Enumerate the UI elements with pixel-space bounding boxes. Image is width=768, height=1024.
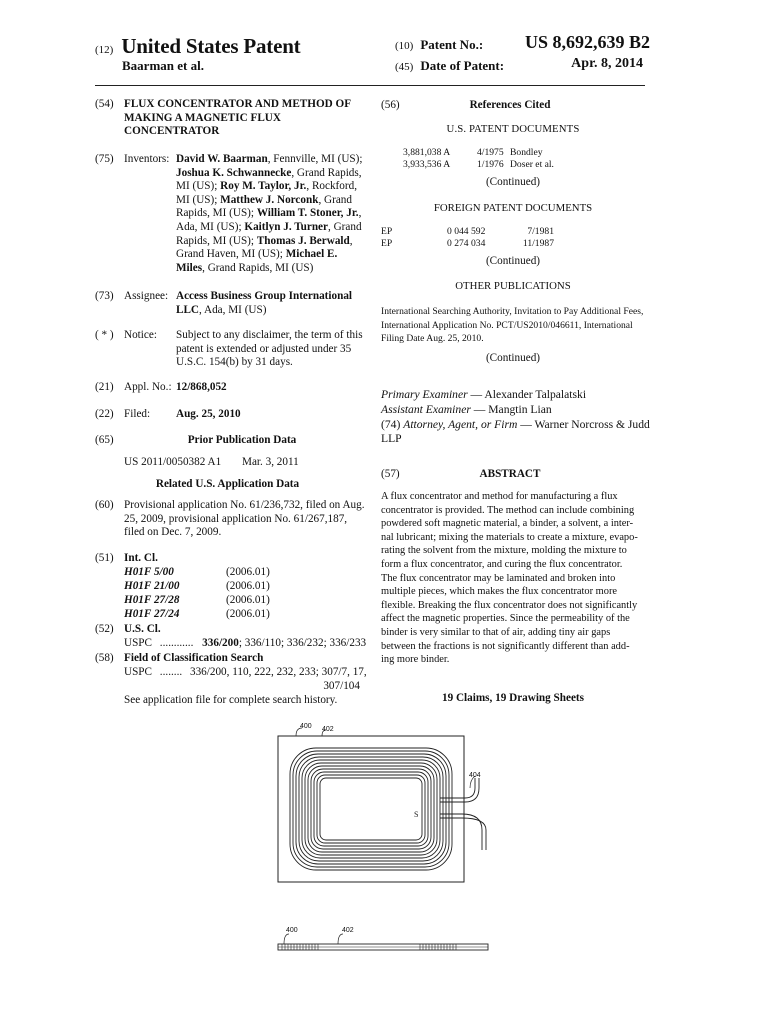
notice-text xyxy=(176,329,363,370)
title-line: MAKING A MAGNETIC FLUX xyxy=(124,111,281,124)
side-ref-label-400: 400 xyxy=(286,927,298,934)
abstract-code: (57) xyxy=(381,468,400,480)
us-cl-code: (52) xyxy=(95,623,114,635)
related-line: 25, 2009, provisional application No. 61/267,187, xyxy=(124,512,348,525)
foreign-refs-continued: (Continued) xyxy=(485,255,541,267)
assignee-location: , Ada, MI (US) xyxy=(199,303,267,316)
us-ref-date: 4/1975 xyxy=(477,147,504,158)
foreign-ref-country: EP xyxy=(381,238,393,249)
abstract-line: rating the solvent from the mixture, molding the mixture to xyxy=(381,545,627,557)
title-line: FLUX CONCENTRATOR AND METHOD OF xyxy=(124,98,352,110)
patent-no-label: Patent No.: xyxy=(420,37,484,52)
inventor-line: Grand Haven, MI (US); Michael E. xyxy=(176,248,338,261)
assignee-code: (73) xyxy=(95,290,114,302)
title-line: CONCENTRATOR xyxy=(124,125,220,138)
abstract-line: affect the magnetic properties. Since the permeability of the xyxy=(381,613,630,625)
primary-examiner xyxy=(381,388,586,402)
field-uspc-dots: ........ xyxy=(159,666,183,678)
int-cl-version: (2006.01) xyxy=(226,566,270,578)
int-cl-class: H01F 27/24 xyxy=(124,608,180,620)
flux-concentrator-drawing xyxy=(270,720,510,890)
foreign-ref-country: EP xyxy=(381,226,393,237)
field-search-code: (58) xyxy=(95,652,114,664)
inventors-label: Inventors: xyxy=(124,153,170,165)
field-search-line xyxy=(124,666,367,678)
notice-line: U.S.C. 154(b) by 31 days. xyxy=(176,356,293,369)
us-ref-name: Doser et al. xyxy=(510,159,554,170)
other-pub-line: International Application No. PCT/US2010/046611, International xyxy=(381,319,633,331)
code-45: (45) xyxy=(395,61,414,73)
abstract-line: The flux concentrator may be laminated and broken into xyxy=(381,572,616,584)
int-cl-class: H01F 21/00 xyxy=(124,580,180,592)
other-pub-line: International Searching Authority, Invitation to Pay Additional Fees, xyxy=(381,306,644,317)
patent-figure-side xyxy=(270,924,510,960)
coil-windings xyxy=(290,748,452,870)
notice-line: Subject to any disclaimer, the term of this xyxy=(176,329,363,341)
prior-pub-heading: Prior Publication Data xyxy=(187,434,297,446)
related-heading: Related U.S. Application Data xyxy=(155,478,300,490)
references-heading: References Cited xyxy=(469,99,551,111)
notice-label: Notice: xyxy=(124,329,157,341)
us-cl-heading: U.S. Cl. xyxy=(124,623,161,635)
uspc-dots: ............ xyxy=(159,637,194,649)
us-ref-name: Bondley xyxy=(510,147,543,158)
prior-pub-date: Mar. 3, 2011 xyxy=(242,456,299,468)
int-cl-heading: Int. Cl. xyxy=(124,552,158,564)
related-text xyxy=(124,499,365,540)
date-label: Date of Patent: xyxy=(420,58,505,73)
primary-examiner-label: Primary Examiner xyxy=(381,388,468,401)
document-type: United States Patent xyxy=(121,34,301,58)
patent-date: Apr. 8, 2014 xyxy=(571,56,643,71)
field-uspc-classes: 336/200, 110, 222, 232, 233; 307/7, 17, xyxy=(189,666,367,678)
related-line: filed on Dec. 7, 2009. xyxy=(124,526,222,539)
us-cl-line xyxy=(124,637,366,649)
abstract-line: multiple pieces, which makes the flux concentrator more xyxy=(381,586,618,598)
assistant-examiner-label: Assistant Examiner xyxy=(381,403,471,416)
uspc-label: USPC xyxy=(124,637,152,649)
assistant-examiner-name: — Mangtin Lian xyxy=(470,403,552,416)
attorney-firm: — Warner Norcross & Judd xyxy=(517,418,650,431)
attorney-label: Attorney, Agent, or Firm xyxy=(403,418,518,431)
title-code: (54) xyxy=(95,98,114,110)
foreign-patents-heading: FOREIGN PATENT DOCUMENTS xyxy=(433,202,593,214)
us-ref-number: 3,881,038 A xyxy=(403,147,451,158)
foreign-ref-date: 7/1981 xyxy=(527,226,554,237)
inventor-line: David W. Baarman, Fennville, MI (US); xyxy=(176,153,363,165)
attorney xyxy=(381,418,650,445)
assignee-llc: LLC xyxy=(176,303,200,316)
coil-leads xyxy=(440,778,486,850)
inventor-line: Rapids, MI (US); Thomas J. Berwald, xyxy=(176,234,353,247)
claims-count: 19 Claims, 19 Drawing Sheets xyxy=(441,692,585,704)
abstract-line: binder is very similar to that of air, adding tiny air gaps xyxy=(381,626,611,638)
inventor-line: Joshua K. Schwannecke, Grand Rapids, xyxy=(176,166,362,179)
code-12: (12) xyxy=(95,44,114,56)
abstract-line: flexible. Breaking the flux concentrator does not significantly xyxy=(381,599,638,611)
us-ref-number: 3,933,536 A xyxy=(403,159,451,170)
inventor-line: MI (US); Matthew J. Norconk, Grand xyxy=(176,193,352,206)
abstract-line: ing more binder. xyxy=(381,654,450,666)
side-ref-label-402: 402 xyxy=(342,927,354,934)
foreign-ref-number: 0 274 034 xyxy=(447,238,486,249)
abstract-line: powdered soft magnetic material, a binder, a solvent, a inter- xyxy=(381,518,634,530)
filed-label: Filed: xyxy=(124,408,151,420)
field-uspc-label: USPC xyxy=(124,666,152,678)
inventors-code: (75) xyxy=(95,153,114,165)
attorney-firm-suffix: LLP xyxy=(381,431,402,445)
us-refs-continued: (Continued) xyxy=(485,176,541,188)
inventor-short: Baarman et al. xyxy=(122,58,204,73)
filed-date: Aug. 25, 2010 xyxy=(176,408,241,420)
header-rule xyxy=(95,85,645,86)
foreign-ref-date: 11/1987 xyxy=(522,238,554,249)
side-view-drawing xyxy=(270,924,510,960)
related-code: (60) xyxy=(95,499,114,511)
inventor-line: Ada, MI (US); Kaitlyn J. Turner, Grand xyxy=(176,220,362,233)
patent-header xyxy=(0,0,768,90)
abstract-line: form a flux concentrator, and curing the flux concentrator. xyxy=(381,558,623,570)
notice-line: patent is extended or adjusted under 35 xyxy=(176,342,352,355)
appl-number: 12/868,052 xyxy=(176,381,227,393)
uspc-main: 336/200 xyxy=(202,637,239,649)
int-cl-code: (51) xyxy=(95,552,114,564)
code-10: (10) xyxy=(395,40,414,52)
patent-title xyxy=(124,98,351,139)
prior-pub-number: US 2011/0050382 A1 xyxy=(124,456,222,468)
abstract-line: concentrator is provided. The method can include combining xyxy=(381,504,635,516)
inventor-line: Miles, Grand Rapids, MI (US) xyxy=(176,261,314,274)
assistant-examiner xyxy=(381,403,552,417)
related-line: Provisional application No. 61/236,732, filed on Aug. xyxy=(124,499,365,511)
inventors-list xyxy=(176,153,362,275)
prior-pub-code: (65) xyxy=(95,434,114,446)
us-patents-heading: U.S. PATENT DOCUMENTS xyxy=(446,123,580,135)
int-cl-class: H01F 5/00 xyxy=(124,566,174,578)
assignee-label: Assignee: xyxy=(124,290,169,302)
abstract-heading: ABSTRACT xyxy=(479,468,541,480)
other-pubs-continued: (Continued) xyxy=(485,352,541,364)
inventor-line: MI (US); Roy M. Taylor, Jr., Rockford, xyxy=(176,180,357,193)
abstract-line: nal lubricant; mixing the materials to create a mixture, evapo- xyxy=(381,531,638,543)
attorney-code: (74) xyxy=(381,418,401,431)
field-search-line2: 307/104 xyxy=(323,680,360,692)
us-ref-date: 1/1976 xyxy=(477,159,504,170)
assignee-line: Access Business Group International xyxy=(176,290,353,302)
other-publications-text xyxy=(381,305,645,346)
assignee-value xyxy=(176,290,352,317)
uspc-rest: ; 336/110; 336/232; 336/233 xyxy=(238,637,367,649)
int-cl-version: (2006.01) xyxy=(226,580,270,592)
int-cl-class: H01F 27/28 xyxy=(124,594,180,606)
notice-code: ( * ) xyxy=(95,329,114,341)
svg-text:S: S xyxy=(414,810,419,819)
patent-number: US 8,692,639 B2 xyxy=(525,32,651,52)
ref-label-404: 404 xyxy=(469,772,481,779)
appl-label: Appl. No.: xyxy=(124,381,172,393)
ref-label-400: 400 xyxy=(300,723,312,730)
field-search-heading: Field of Classification Search xyxy=(124,652,264,664)
filed-code: (22) xyxy=(95,408,114,420)
ref-label-402: 402 xyxy=(322,726,334,733)
abstract-text xyxy=(381,490,645,667)
other-publications-heading: OTHER PUBLICATIONS xyxy=(455,280,571,292)
foreign-ref-number: 0 044 592 xyxy=(447,226,486,237)
int-cl-version: (2006.01) xyxy=(226,594,270,606)
inventor-line: Rapids, MI (US); William T. Stoner, Jr., xyxy=(176,207,362,220)
abstract-line: A flux concentrator and method for manufacturing a flux xyxy=(381,491,618,502)
int-cl-version: (2006.01) xyxy=(226,608,270,620)
primary-examiner-name: — Alexander Talpalatski xyxy=(467,388,587,401)
other-pub-line: Filing Date Aug. 25, 2010. xyxy=(381,333,484,344)
abstract-line: between the fractions is not significantly different than add- xyxy=(381,640,630,652)
references-code: (56) xyxy=(381,99,400,111)
appl-code: (21) xyxy=(95,381,114,393)
field-search-note: See application file for complete search history. xyxy=(124,694,338,706)
patent-figure xyxy=(270,720,510,890)
